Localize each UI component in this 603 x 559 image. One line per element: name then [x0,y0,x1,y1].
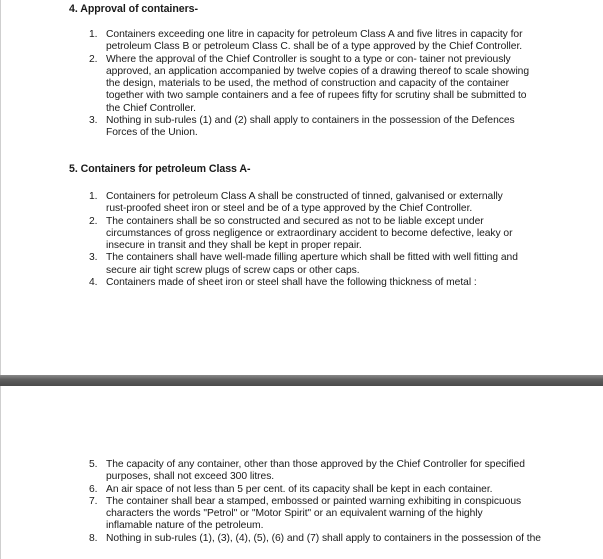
list-item [89,29,533,54]
list-item [89,484,529,496]
list-item [89,216,525,253]
list-item-text: An air space of not less than 5 per cent. of its capacity shall be kept in each container. [106,483,493,495]
list-item [89,191,525,216]
list-item [89,532,541,545]
list-item [89,115,533,140]
list-item-text: Containers exceeding one litre in capacity for petroleum Class A and five litres in capacity for petroleum Class B or petroleum Class C. shall be of a type approved by the Chief Controller. [106,29,523,53]
list-item-number: 5. [89,459,98,470]
list-item [89,277,525,289]
list-item [89,54,533,115]
continuation-list [89,459,541,545]
list-item-number: 6. [89,483,98,495]
list-item-text: Containers for petroleum Class A shall be constructed of tinned, galvanised or externally rust-proofed sheet iron or steel and be of a type approved by the Chief Controller. [106,191,503,215]
list-item-number: 4. [89,277,98,289]
list-item-number: 3. [89,252,98,264]
document-page-bottom [0,386,603,559]
list-item-text: Containers made of sheet iron or steel shall have the following thickness of metal : [106,277,477,289]
list-item-text: Nothing in sub-rules (1) and (2) shall apply to containers in the possession of the Defences Forces of the Union. [106,115,515,139]
list-item-text: Nothing in sub-rules (1), (3), (4), (5), (6) and (7) shall apply to containers in the possession of the [106,532,541,544]
list-item-text: The containers shall have well-made filling aperture which shall be fitted with well fitting and secure air tight screw plugs of screw caps or other caps. [106,252,518,276]
list-item-text: The containers shall be so constructed and secured as not to be liable except under circumstances of gross negligence or extraordinary accident to become defective, leaky or insecure in transit and they shall be kept in proper repair. [106,215,513,252]
list-item-number: 7. [89,495,98,507]
list-item-number: 2. [89,53,98,65]
list-item-number: 3. [89,115,98,127]
page-left-edge [0,386,1,559]
list-item [89,496,529,533]
list-item-text: The capacity of any container, other than those approved by the Chief Controller for specified purposes, shall not exceed 300 litres. [106,459,525,483]
list-item-number: 1. [89,29,98,40]
page-break-bar [0,375,603,386]
list-item-number: 8. [89,532,98,544]
list-item [89,459,529,484]
section-5-heading: 5. Containers for petroleum Class A- [69,163,251,175]
section-5-list [89,191,525,289]
list-item [89,252,525,277]
page-left-edge [0,0,1,375]
section-4-heading: 4. Approval of containers- [69,3,198,15]
list-item-number: 1. [89,191,98,202]
list-item-text: The container shall bear a stamped, embossed or painted warning exhibiting in conspicuous characters the words "Petrol" or "Motor Spirit" or an equivalent warning of the highly inflamable nature of the petroleum. [106,495,522,532]
list-item-number: 2. [89,215,98,227]
section-4-list [89,29,533,140]
list-item-text: Where the approval of the Chief Controller is sought to a type or con- tainer not previously approved, an application accompanied by twelve copies of a drawing thereof to scale showing the design, materials to be used, the method of construction and capacity of the container together with two sample containers and a fee of rupees fifty for scrutiny shall be submitted to the Chief Controller. [106,53,530,114]
